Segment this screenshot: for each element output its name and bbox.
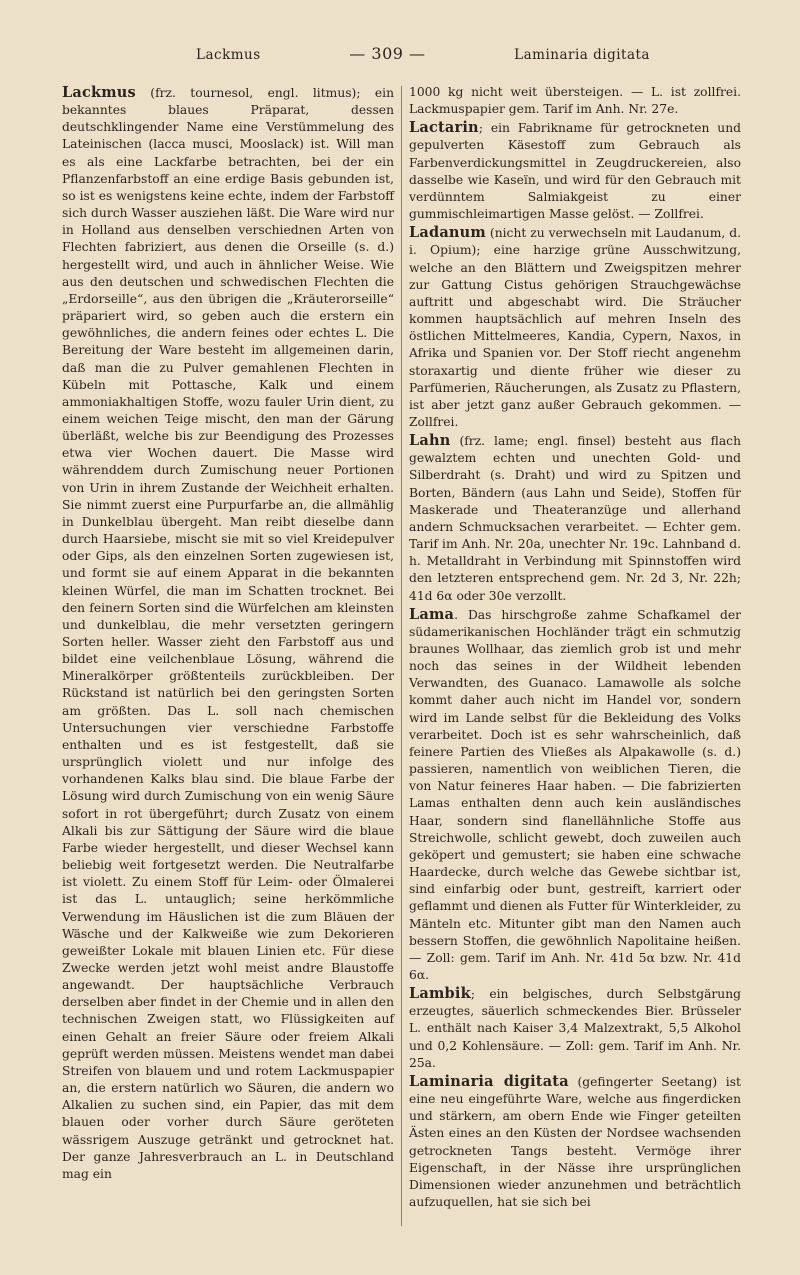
entry-lambik — [409, 985, 741, 1072]
entry-laminaria-digitata — [409, 1073, 741, 1211]
entry-text: . Das hirschgroße zahme Schafkamel der südamerikanischen Hochländer trägt ein schmutzig braunes Wollhaar, das ziemlich grob ist und mehr noch das seines in der Wildheit lebenden Verwandten, des Guanaco. Lamawolle als solche kommt daher auch nicht im Handel vor, sondern wird im Lande selbst für die Bekleidung des Volks verarbeitet. Doch ist es sehr wahrscheinlich, daß feinere Partien des Vließes als Alpakawolle (s. d.) passieren, namentlich von weiblichen Tieren, die von Natur feineres Haar haben. — Die fabrizierten Lamas enthalten denn auch kein ausländisches Haar, sondern sind flanellähnliche Stoffe aus Streichwolle, schlicht gewebt, doch zuweilen auch geköpert und gemustert; sie haben eine schwache Haardecke, durch welche das Gewebe sichtbar ist, sind einfarbig oder bunt, gestreift, karriert oder geflammt und dienen als Futter für Winterkleider, zu Mänteln etc. Mitunter gibt man den Namen auch bessern Stoffen, die gewöhnlich Napolitaine heißen. — Zoll: gem. Tarif im Anh. Nr. 41d 5α bzw. Nr. 41d 6α. — [409, 607, 741, 982]
running-head — [196, 44, 650, 66]
header-right-term: Laminaria digitata — [514, 47, 650, 63]
entry-lama — [409, 606, 741, 984]
entry-headword: Ladanum — [409, 224, 486, 242]
entry-text: ; ein belgisches, durch Selbstgärung erzeugtes, säuerlich schmeckendes Bier. Brüsseler L. enthält nach Kaiser 3,4 Malzextrakt, 5,5 Alkohol und 0,2 Kohlensäure. — Zoll: gem. Tarif im Anh. Nr. 25a. — [409, 987, 741, 1070]
entry-headword: Lackmus — [62, 84, 136, 101]
entry-text: 1000 kg nicht weit übersteigen. — L. ist zollfrei. Lackmuspapier gem. Tarif im Anh. Nr. 27e. — [409, 85, 741, 117]
entry-text: (frz. tournesol, engl. litmus); ein bekanntes blaues Präparat, dessen deutschklingender Name eine Verstümmelung des Lateinischen (lacca musci, Mooslack) ist. Will man es als eine Lackfarbe betrachten, bei der ein Pflanzenfarbstoff an eine erdige Basis gebunden ist, so ist es wenigstens keine echte, indem der Farbstoff sich durch Wasser ausziehen läßt. Die Ware wird nur in Holland aus denselben verschiednen Arten von Flechten fabriziert, aus denen die Orseille (s. d.) hergestellt wird, und auch in ähnlicher Weise. Wie aus den deutschen und schwedischen Flechten die „Erdorseille“, aus den übrigen die „Kräuterorseille“ präpariert wird, so geben auch die erstern ein gewöhnliches, die andern feines oder echtes L. Die Bereitung der Ware besteht im allgemeinen darin, daß man die zu Pulver gemahlenen Flechten in Kübeln mit Pottasche, Kalk und einem ammoniakhaltigen Stoffe, wozu fauler Urin dient, zu einem weichen Teige mischt, den man der Gärung überläßt, welche bis zur Beendigung des Prozesses etwa vier Wochen dauert. Die Masse wird währenddem durch Zumischung neuer Portionen von Urin in ihrem Zustande der Weichheit erhalten. Sie nimmt zuerst eine Purpurfarbe an, die allmählig in Dunkelblau übergeht. Man reibt dieselbe dann durch Haarsiebe, mischt sie mit so viel Kreidepulver oder Gips, als den einzelnen Sorten zugewiesen ist, und formt sie auf einem Apparat in die bekannten kleinen Würfel, die man im Schatten trocknet. Bei den feinern Sorten sind die Würfelchen am kleinsten und dunkelblau, die mehr versetzten geringern Sorten heller. Wasser zieht den Farbstoff aus und bildet eine veilchenblaue Lösung, während die Mineralkörper größtenteils zurückbleiben. Der Rückstand ist natürlich bei den geringsten Sorten am größten. Das L. soll nach chemischen Untersuchungen vier verschiedne Farbstoffe enthalten und es ist festgestellt, daß sie ursprünglich violett und nur infolge des vorhandenen Kalks blau sind. Die blaue Farbe der Lösung wird durch Zumischung von ein wenig Säure sofort in rot übergeführt; durch Zusatz von einem Alkali bis zur Sättigung der Säure wird die blaue Farbe wieder hergestellt, und dieser Wechsel kann beliebig weit fortgesetzt werden. Die Neutralfarbe ist violett. Zu einem Stoff für Leim- oder Ölmalerei ist das L. untauglich; seine herkömmliche Verwendung im Häuslichen ist die zum Bläuen der Wäsche und der Kalkweiße wie zum Dekorieren geweißter Lokale mit blauen Linien etc. Für diese Zwecke werden jetzt wohl meist andre Blaustoffe angewandt. Der hauptsächliche Verbrauch derselben aber findet in der Chemie und in allen den technischen Zweigen statt, wo Flüssigkeiten auf einen Gehalt an freier Säure oder freiem Alkali geprüft werden müssen. Meistens wendet man dabei Streifen von blauem und und rotem Lackmuspapier an, die erstern natürlich wo Säuren, die andern wo Alkalien zu suchen sind, ein Papier, das mit dem blauen oder vorher durch Säure geröteten wässrigem Auszuge getränkt und getrocknet hat. Der ganze Jahresverbrauch an L. in Deutschland mag ein — [62, 86, 394, 1181]
entry-headword: Laminaria digitata — [409, 1072, 569, 1090]
entry-text: ; ein Fabrikname für getrockneten und gepulverten Käsestoff zum Gebrauch als Farbenverdickungsmittel in Zeugdruckereien, also dasselbe wie Kaseïn, und wird für den Gebrauch mit verdünntem Salmiakgeist zu einer gummischleimartigen Masse gelöst. — Zollfrei. — [409, 121, 741, 222]
entry-text: (frz. lame; engl. finsel) besteht aus flach gewalztem echten und unechten Gold- und Silberdraht (s. Draht) und wird zu Spitzen und Borten, Bändern (aus Lahn und Seide), Stoffen für Maskerade und Theateranzüge und allerhand andern Schmucksachen verarbeitet. — Echter gem. Tarif im Anh. Nr. 20a, unechter Nr. 19c. Lahnband d. h. Metalldraht in Verbindung mit Spinnstoffen wird den letzteren entsprechend gem. Nr. 2d 3, Nr. 22h; 41d 6α oder 30e verzollt. — [409, 434, 741, 603]
entry-headword: Lactarin — [409, 119, 479, 137]
entry-text: (gefingerter Seetang) ist eine neu eingeführte Ware, welche aus fingerdicken und stärkern, am obern Ende wie Finger geteilten Ästen eines an den Küsten der Nordsee wachsenden getrockneten Tangs besteht. Vermöge ihrer Eigenschaft, in der Nässe ihre ursprünglichen Dimensionen wieder anzunehmen und beträchtlich aufzuquellen, hat sie sich bei — [409, 1074, 741, 1209]
page-number: — 309 — — [349, 44, 426, 63]
entry-lactarin — [409, 119, 741, 223]
entry-headword: Lahn — [409, 432, 451, 450]
entry-headword: Lambik — [409, 985, 471, 1003]
left-column — [62, 84, 394, 1183]
right-column — [409, 84, 741, 1211]
entry-ladanum — [409, 224, 741, 431]
entry-lackmus — [62, 84, 394, 1183]
entry-lackmus-continued — [409, 84, 741, 118]
entry-text: (nicht zu verwechseln mit Laudanum, d. i. Opium); eine harzige grüne Ausschwitzung, welche an den Blättern und Zweigspitzen mehrer zur Gattung Cistus gehörigen Strauchgewächse auftritt und abgeschabt wird. Die Sträucher kommen hauptsächlich auf mehren Inseln des östlichen Mittelmeeres, Kandia, Cypern, Naxos, in Afrika und Spanien vor. Der Stoff riecht angenehm storaxartig und diente früher wie dieser zu Parfümerien, Räucherungen, als Zusatz zu Pflastern, ist aber jetzt ganz außer Gebrauch gekommen. — Zollfrei. — [409, 226, 741, 429]
column-divider — [401, 86, 402, 1226]
entry-lahn — [409, 432, 741, 605]
entry-headword: Lama — [409, 605, 455, 623]
header-left-term: Lackmus — [196, 47, 261, 63]
